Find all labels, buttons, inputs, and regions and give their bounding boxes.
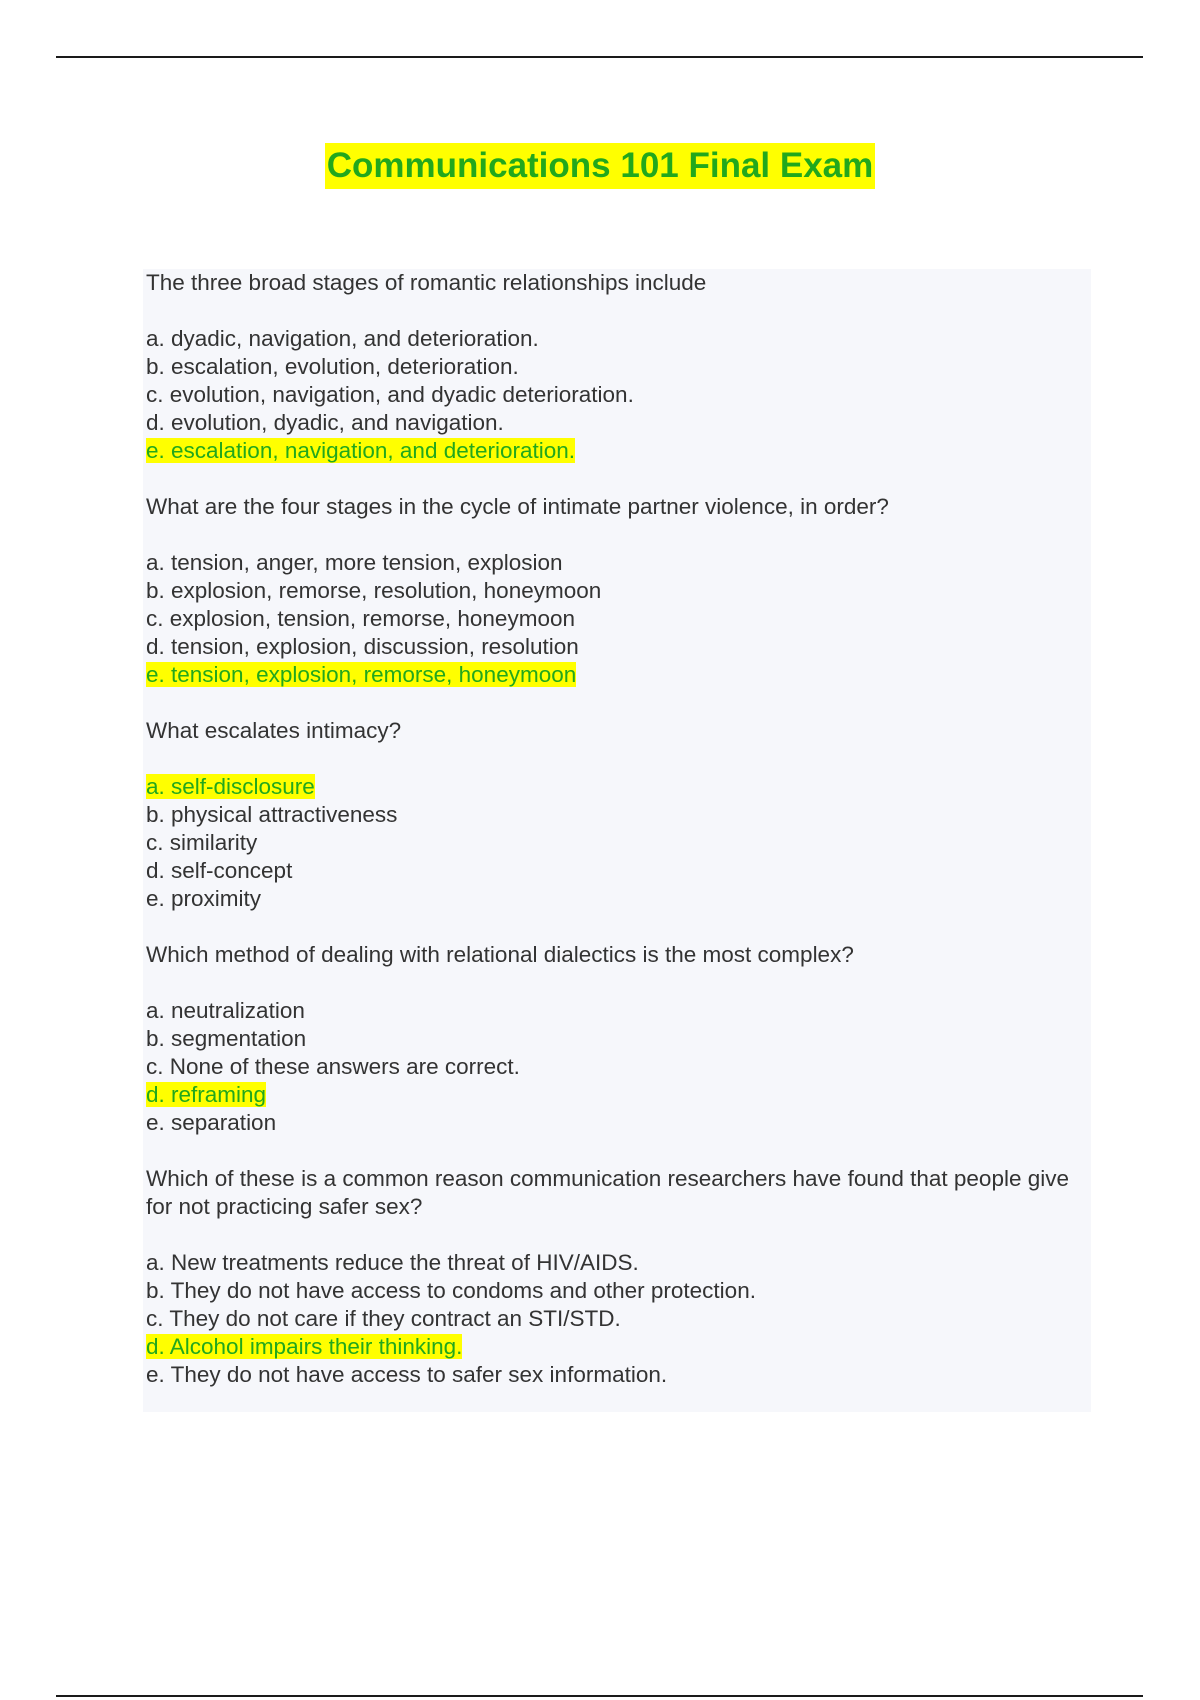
option-e: e. proximity: [146, 886, 262, 911]
question-text: What are the four stages in the cycle of intimate partner violence, in order?: [146, 494, 889, 519]
option-d-correct-answer: d. reframing: [146, 1082, 267, 1107]
option-a: a. dyadic, navigation, and deterioration.: [146, 326, 539, 351]
top-rule: [56, 56, 1143, 58]
option-e: e. They do not have access to safer sex information.: [146, 1362, 668, 1387]
option-c: c. evolution, navigation, and dyadic deterioration.: [146, 382, 634, 407]
page-title: Communications 101 Final Exam: [325, 143, 876, 189]
option-b: b. segmentation: [146, 1026, 307, 1051]
question-2: [146, 493, 1086, 689]
option-d: d. tension, explosion, discussion, resolution: [146, 634, 579, 659]
option-c: c. similarity: [146, 830, 258, 855]
title-container: [0, 143, 1200, 189]
option-c: c. explosion, tension, remorse, honeymoon: [146, 606, 575, 631]
option-e: e. separation: [146, 1110, 277, 1135]
question-text: What escalates intimacy?: [146, 718, 402, 743]
question-4: [146, 941, 1086, 1137]
option-c: c. They do not care if they contract an STI/STD.: [146, 1306, 621, 1331]
question-text: Which of these is a common reason communication researchers have found that people give for not practicing safer sex?: [146, 1166, 1069, 1219]
option-d: d. evolution, dyadic, and navigation.: [146, 410, 504, 435]
option-e-correct-answer: e. escalation, navigation, and deterioration.: [146, 438, 576, 463]
option-a-correct-answer: a. self-disclosure: [146, 774, 315, 799]
option-a: a. neutralization: [146, 998, 305, 1023]
question-list: [146, 269, 1086, 1417]
option-d: d. self-concept: [146, 858, 293, 883]
bottom-rule: [56, 1695, 1143, 1697]
option-b: b. escalation, evolution, deterioration.: [146, 354, 519, 379]
option-a: a. tension, anger, more tension, explosion: [146, 550, 563, 575]
option-b: b. explosion, remorse, resolution, honeymoon: [146, 578, 602, 603]
question-3: [146, 717, 1086, 913]
exam-content: [143, 269, 1091, 1412]
question-5: [146, 1165, 1086, 1389]
option-d-correct-answer: d. Alcohol impairs their thinking.: [146, 1334, 463, 1359]
question-text: The three broad stages of romantic relationships include: [146, 270, 707, 295]
option-e-correct-answer: e. tension, explosion, remorse, honeymoon: [146, 662, 577, 687]
option-a: a. New treatments reduce the threat of HIV/AIDS.: [146, 1250, 639, 1275]
option-b: b. physical attractiveness: [146, 802, 398, 827]
question-text: Which method of dealing with relational dialectics is the most complex?: [146, 942, 854, 967]
question-1: [146, 269, 1086, 465]
option-b: b. They do not have access to condoms and other protection.: [146, 1278, 756, 1303]
option-c: c. None of these answers are correct.: [146, 1054, 520, 1079]
